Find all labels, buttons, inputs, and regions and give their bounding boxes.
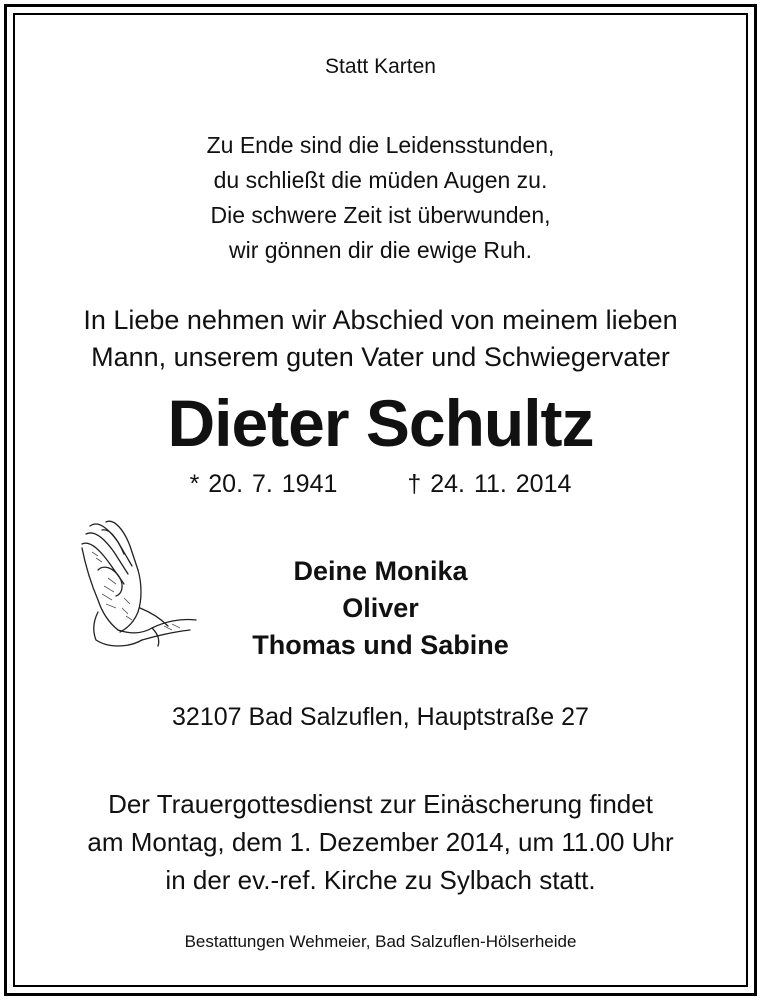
service-line: Der Trauergottesdienst zur Einäscherung findet: [108, 789, 653, 819]
poem-line: Zu Ende sind die Leidensstunden,: [206, 132, 555, 158]
family-line: Thomas und Sabine: [252, 630, 509, 660]
intro-text: [0, 302, 761, 376]
poem: [0, 128, 761, 268]
family-address: 32107 Bad Salzuflen, Hauptstraße 27: [172, 703, 589, 731]
family-line: Deine Monika: [293, 556, 468, 586]
intro-line: Mann, unserem guten Vater und Schwiegervater: [91, 342, 670, 372]
service-line: in der ev.-ref. Kirche zu Sylbach statt.: [165, 865, 596, 895]
service-line: am Montag, dem 1. Dezember 2014, um 11.00 Uhr: [87, 827, 674, 857]
family-signatures: [0, 553, 761, 664]
birth-date: * 20. 7. 1941: [189, 470, 338, 498]
family-line: Oliver: [342, 593, 419, 623]
death-date: † 24. 11. 2014: [407, 470, 572, 498]
poem-line: Die schwere Zeit ist überwunden,: [210, 202, 551, 228]
undertaker-credit: Bestattungen Wehmeier, Bad Salzuflen-Hölserheide: [184, 932, 577, 951]
life-dates: [0, 470, 761, 499]
header-statt-karten: Statt Karten: [325, 55, 436, 78]
intro-line: In Liebe nehmen wir Abschied von meinem lieben: [83, 305, 678, 335]
service-info: [0, 785, 761, 899]
poem-line: du schließt die müden Augen zu.: [213, 167, 548, 193]
poem-line: wir gönnen dir die ewige Ruh.: [228, 237, 532, 263]
deceased-name: Dieter Schultz: [167, 386, 594, 460]
